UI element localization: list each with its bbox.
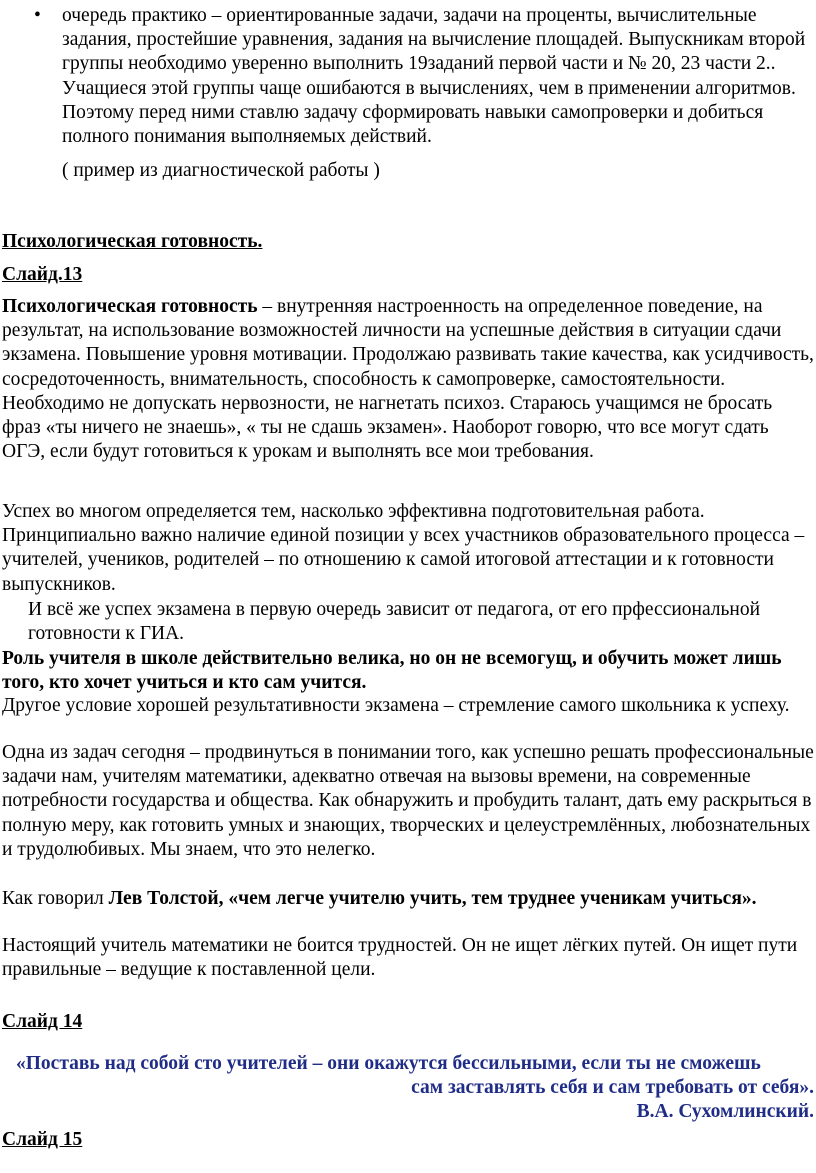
section-heading-psych: Психологическая готовность. xyxy=(2,231,263,252)
slide-14-label: Слайд 14 xyxy=(2,1011,83,1032)
psych-paragraph xyxy=(2,295,814,464)
slide-15-label: Слайд 15 xyxy=(2,1129,83,1150)
psych-term: Психологическая готовность xyxy=(2,296,258,317)
psych-definition: – внутренняя настроенность на определенное поведение, на результат, на использование возможностей личности на успешные действия в ситуации сдачи экзамена. Повышение уровня мотивации. Продолжаю развивать такие качества, как усидчивость, сосредоточенность, внимательность, способность к самопроверке, самостоятельности. Необходимо не допускать нервозности, не нагнетать психоз. Стараюсь учащимся не бросать фраз «ты ничего не знаешь», « ты не сдашь экзамен». Наоборот говорю, что все могут сдать ОГЭ, если будут готовиться к урокам и выполнять все мои требования. xyxy=(2,296,814,463)
bullet-list-item xyxy=(34,4,814,149)
real-teacher-paragraph: Настоящий учитель математики не боится трудностей. Он не ищет лёгких путей. Он ищет пути правильные – ведущие к поставленной цели. xyxy=(2,935,798,981)
bullet-paragraph: очередь практико – ориентированные задачи, задачи на проценты, вычислительные задания, простейшие уравнения, задания на вычисление площадей. Выпускникам второй группы необходимо уверенно выполнить 19заданий первой части и № 20, 23 части 2.. Учащиеся этой группы чаще ошибаются в вычислениях, чем в применении алгоритмов. Поэтому перед ними ставлю задачу сформировать навыки самопроверки и добиться полного понимания выполняемых действий. xyxy=(62,5,806,148)
success-paragraph: Успех во многом определяется тем, насколько эффективна подготовительная работа. Принципиально важно наличие единой позиции у всех участников образовательного процесса – учителей, учеников, родителей – по отношению к самой итоговой аттестации и к готовности выпускников. xyxy=(2,501,805,595)
teacher-paragraph: И всё же успех экзамена в первую очередь зависит от педагога, от его прфессиональной готовности к ГИА. xyxy=(28,599,761,645)
task-paragraph: Одна из задач сегодня – продвинуться в понимании того, как успешно решать профессиональные задачи нам, учителям математики, адекватно отвечая на вызовы времени, на современные потребности государства и общества. Как обнаружить и пробудить талант, дать ему раскрыться в полную меру, как готовить умных и знающих, творческих и целеустремлённых, любознательных и трудолюбивых. Мы знаем, что это нелегко. xyxy=(2,742,814,860)
sukhomlinsky-quote xyxy=(2,1052,814,1125)
teacher-role-statement: Роль учителя в школе действительно велика, но он не всемогущ, и обучить может лишь того, кто хочет учиться и кто сам учится. xyxy=(2,648,782,694)
tolstoy-quote: Лев Толстой, «чем легче учителю учить, тем труднее ученикам учиться». xyxy=(108,888,757,909)
example-note: ( пример из диагностической работы ) xyxy=(62,160,380,181)
bullet-icon: • xyxy=(34,5,41,26)
quote-line-2: сам заставлять себя и сам требовать от себя». xyxy=(411,1077,814,1099)
slide-13-label: Слайд.13 xyxy=(2,264,83,285)
other-condition-paragraph: Другое условие хорошей результативности экзамена – стремление самого школьника к успеху. xyxy=(2,695,790,716)
tolstoy-quote-paragraph xyxy=(2,887,814,911)
tolstoy-prefix: Как говорил xyxy=(2,888,109,909)
quote-line-1: «Поставь над собой сто учителей – они окажутся бессильными, если ты не сможешь xyxy=(16,1053,761,1074)
quote-author: В.А. Сухомлинский. xyxy=(636,1101,814,1123)
